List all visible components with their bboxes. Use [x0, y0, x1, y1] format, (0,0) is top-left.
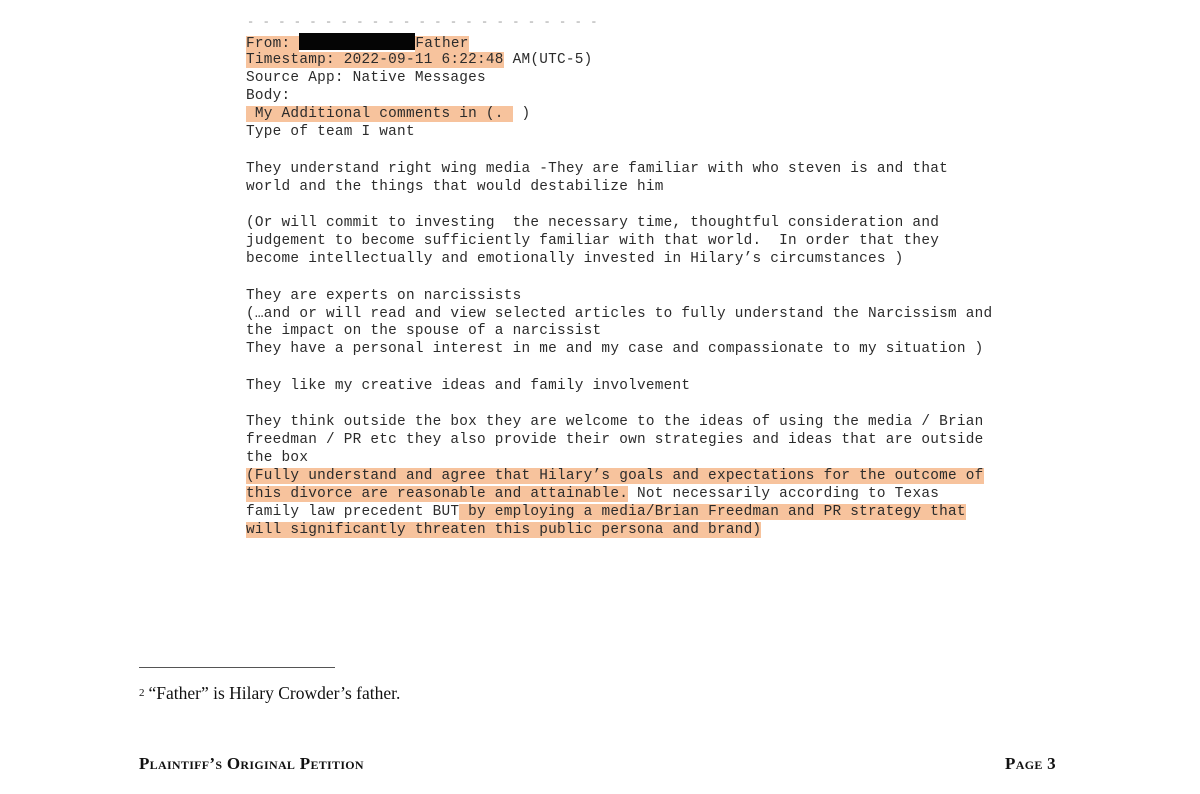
team-type-line: Type of team I want — [246, 124, 415, 140]
from-name: Father — [415, 36, 469, 52]
body-line: the box — [246, 450, 309, 466]
footnote-divider — [139, 667, 335, 668]
highlight: this divorce are reasonable and attainable. — [246, 486, 629, 502]
document-title: Plaintiff’s Original Petition — [139, 754, 364, 773]
highlight: (Fully understand and agree that Hilary’s goals and expectations for the outcome of — [246, 468, 984, 484]
source-app-line: Source App: Native Messages — [246, 70, 486, 86]
timestamp-line — [246, 51, 593, 69]
highlighted-line — [246, 503, 966, 521]
additional-comments-close: ) — [512, 106, 531, 122]
highlighted-line — [246, 485, 939, 503]
body-line: the impact on the spouse of a narcissist — [246, 323, 602, 339]
body-line: judgement to become sufficiently familiar with that world. In order that they — [246, 233, 940, 249]
from-line — [246, 33, 469, 53]
page-number: Page 3 — [1005, 754, 1056, 773]
footnote-number: 2 — [139, 687, 145, 699]
body-label: Body: — [246, 88, 291, 104]
body-line: become intellectually and emotionally invested in Hilary’s circumstances ) — [246, 251, 904, 267]
from-label: From: — [246, 36, 300, 52]
body-line: world and the things that would destabilize him — [246, 179, 664, 195]
body-line: They have a personal interest in me and my case and compassionate to my situation ) — [246, 341, 984, 357]
footnote — [139, 683, 400, 704]
footnote-text: “Father” is Hilary Crowder’s father. — [148, 683, 401, 703]
plain-text: Not necessarily according to Texas — [628, 486, 940, 502]
body-line: (…and or will read and view selected articles to fully understand the Narcissism and — [246, 306, 993, 322]
highlighted-line — [246, 521, 761, 539]
redaction-block — [299, 33, 415, 50]
body-line: (Or will commit to investing the necessary time, thoughtful consideration and — [246, 215, 940, 231]
body-line: freedman / PR etc they also provide their own strategies and ideas that are outside — [246, 432, 984, 448]
body-line: They think outside the box they are welcome to the ideas of using the media / Brian — [246, 414, 984, 430]
additional-comments-highlight: My Additional comments in (. — [246, 106, 513, 122]
highlight: by employing a media/Brian Freedman and PR strategy that — [459, 504, 966, 520]
additional-comments-line — [246, 105, 530, 123]
plain-text: family law precedent BUT — [246, 504, 460, 520]
timestamp-tz: AM(UTC-5) — [503, 52, 593, 68]
timestamp-label: Timestamp: 2022-09-11 6:22:48 — [246, 52, 504, 68]
highlighted-line — [246, 467, 984, 485]
body-line: They are experts on narcissists — [246, 288, 522, 304]
message-separator: - - - - - - - - - - - - - - - - - - - - - - - — [247, 15, 599, 29]
body-line: They understand right wing media -They are familiar with who steven is and that — [246, 161, 948, 177]
highlight: will significantly threaten this public persona and brand) — [246, 522, 762, 538]
body-line: They like my creative ideas and family involvement — [246, 378, 691, 394]
